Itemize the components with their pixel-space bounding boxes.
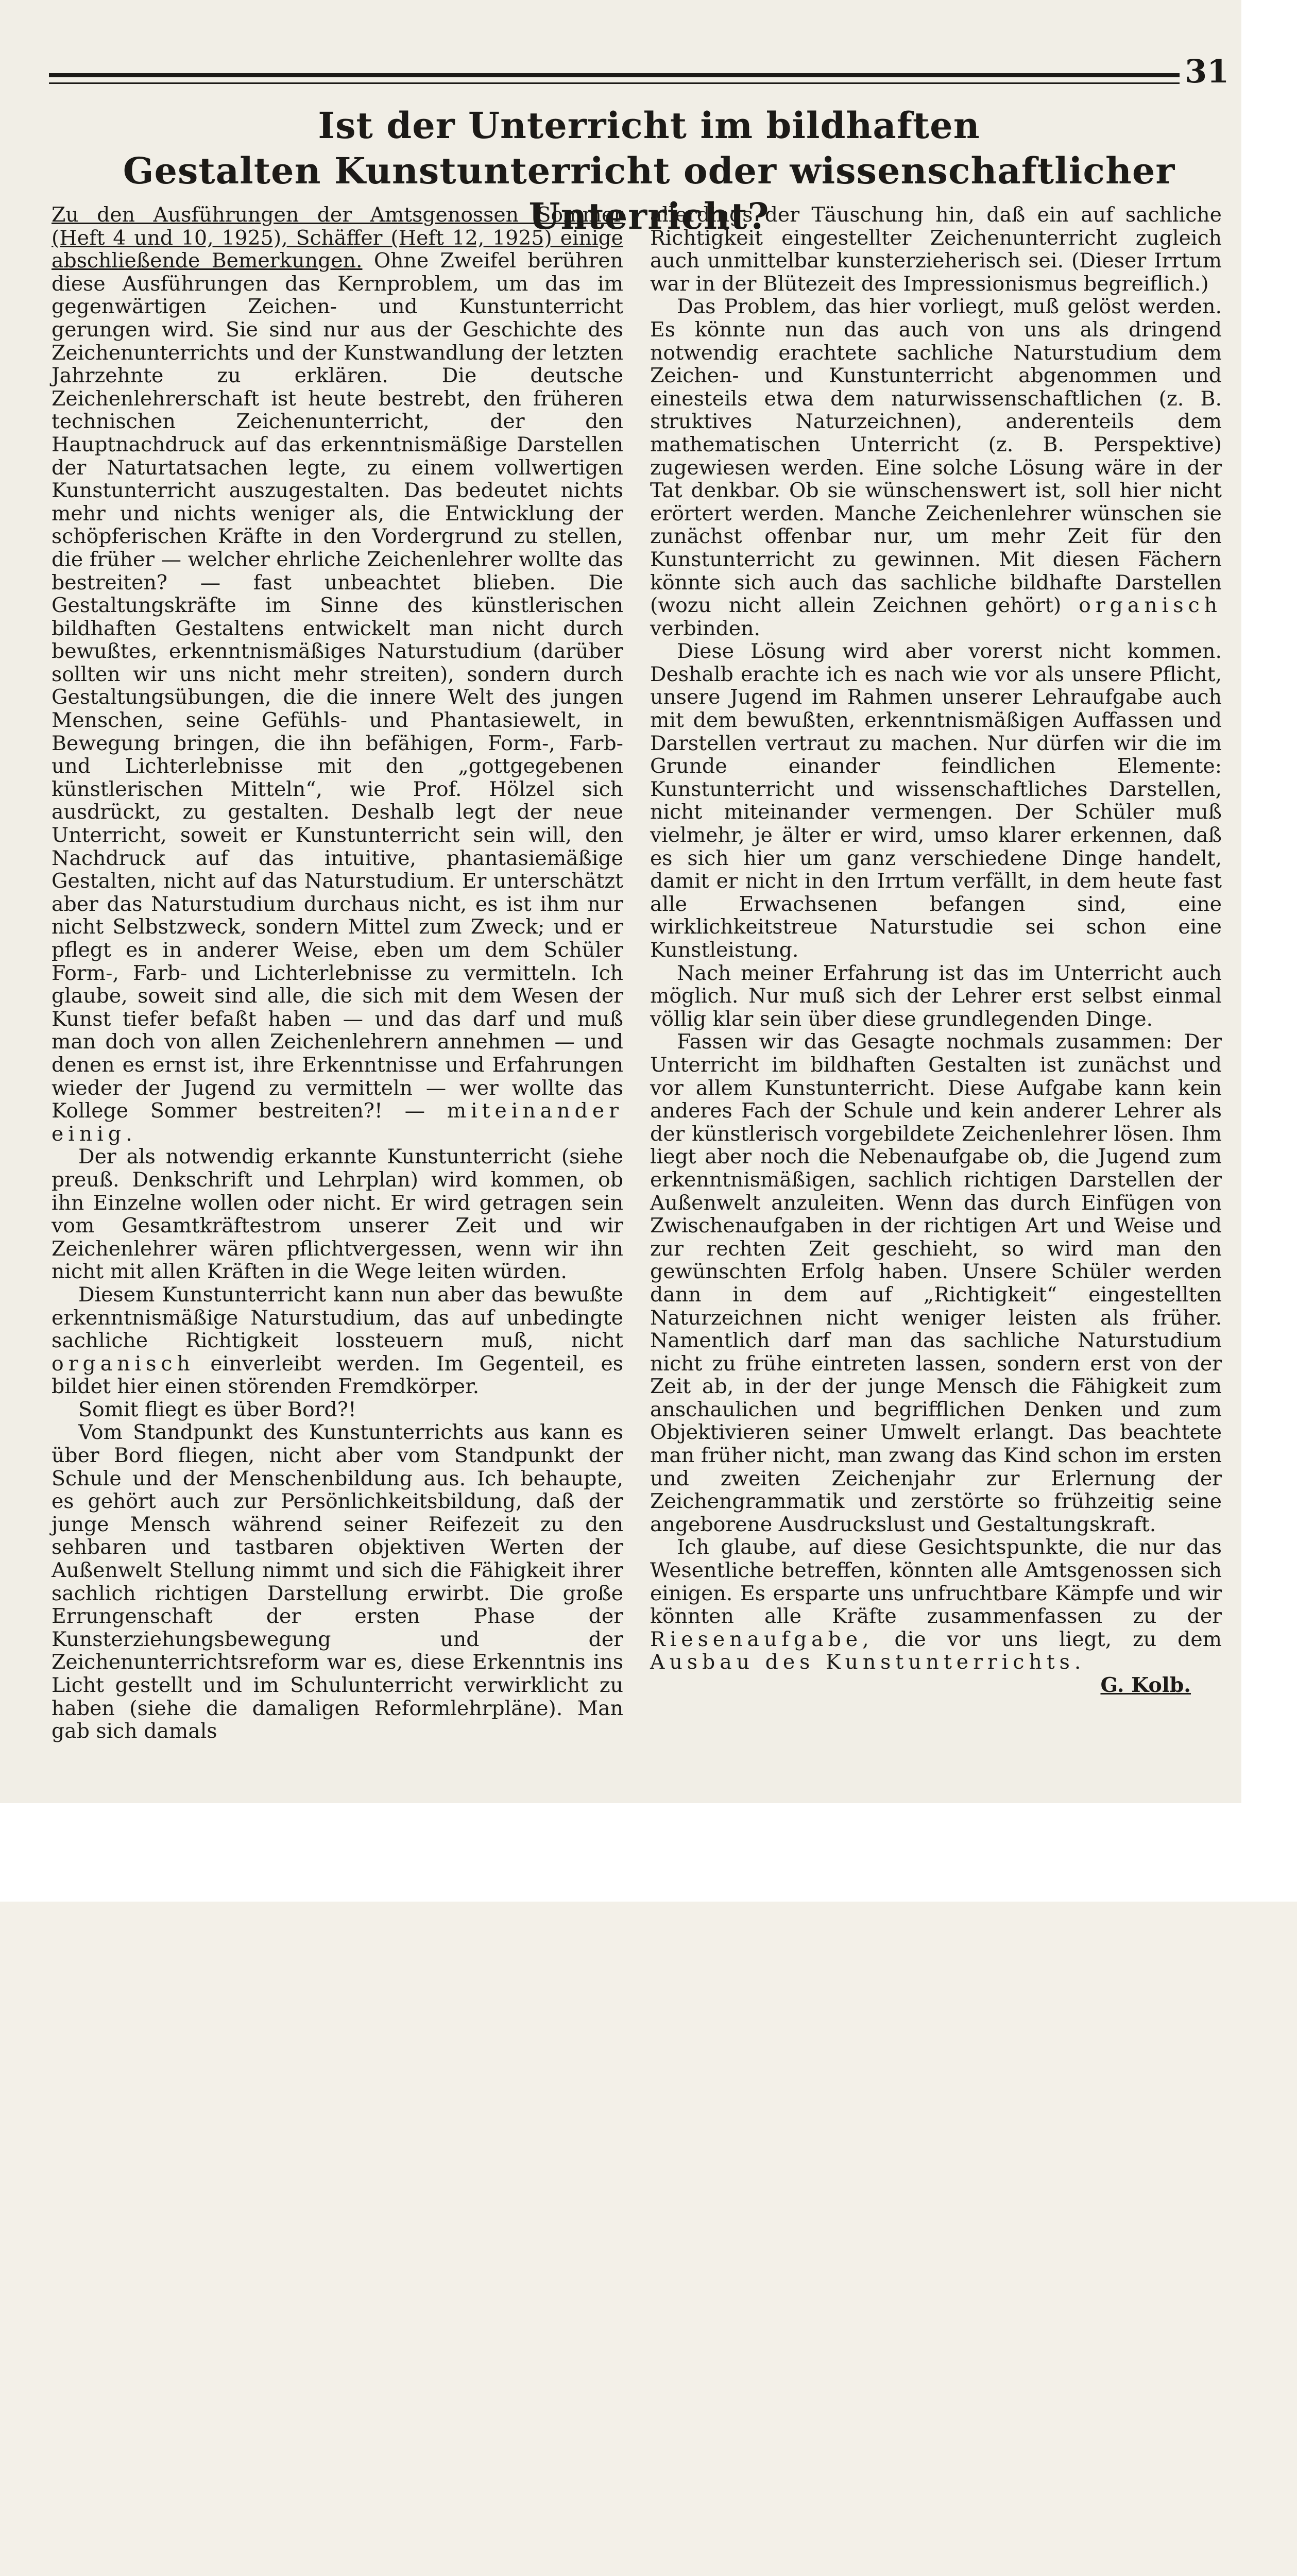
paragraph-text: verbinden. [650,616,760,640]
paragraph-text: einverleibt werden. Im Gegenteil, es bildet hier einen störenden Fremdkörper. [52,1351,623,1399]
paragraph: Diese Lösung wird aber vorerst nicht kommen. Deshalb erachte ich es nach wie vor als unsere Pflicht, unsere Jugend im Rahmen unserer Lehraufgabe auch mit dem bewußten, erkenntnismäßigen Auffassen und Darstellen vertraut zu machen. Nur dürfen wir die im Grunde einander feindlichen Elemente: Kunstunterricht und wissenschaftliches Darstellen, nicht miteinander vermengen. Der Schüler muß vielmehr, je älter er wird, umso klarer erkennen, daß es sich hier um ganz verschiedene Dinge handelt, damit er nicht in den Irrtum verfällt, in dem heute fast alle Erwachsenen befangen sind, eine wirklichkeitstreue Naturstudie sei schon eine Kunstleistung. [650,639,1222,962]
paragraph [52,1283,623,1398]
paragraph: Fassen wir das Gesagte nochmals zusammen: Der Unterricht im bildhaften Gestalten ist zunächst und vor allem Kunstunterricht. Diese Aufgabe kann kein anderes Fach der Schule und kein anderer Lehrer als der künstlerisch vorgebildete Zeichenlehrer lösen. Ihm liegt aber noch die Nebenaufgabe ob, die Jugend zum erkenntnismäßigen, sachlich richtigen Darstellen der Außenwelt anzuleiten. Wenn das durch Einfügen von Zwischenaufgaben in der richtigen Art und Weise und zur rechten Zeit geschieht, so wird man den gewünschten Erfolg haben. Unsere Schüler werden dann in dem auf „Richtigkeit“ eingestellten Naturzeichnen nicht weniger leisten als früher. Namentlich darf man das sachliche Naturstudium nicht zu frühe eintreten lassen, sondern erst von der Zeit ab, in der der junge Mensch die Fähigkeit zum anschaulichen und begrifflichen Denken und zum Objektivieren seiner Umwelt erlangt. Das beachtete man früher nicht, man zwang das Kind schon im ersten und zweiten Zeichenjahr zur Erlernung der Zeichengrammatik und zerstörte so frühzeitig seine angeborene Ausdruckslust und Gestaltungskraft. [650,1030,1222,1536]
emphasis-spaced: miteinander einig. [52,1099,623,1146]
paragraph [52,204,623,1145]
paragraph: allerdings der Täuschung hin, daß ein auf sachliche Richtigkeit eingestellter Zeichenunterricht zugleich auch unmittelbar kunsterzieherisch sei. (Dieser Irrtum war in der Blütezeit des Impressionismus begreiflich.) [650,203,1222,296]
paragraph-text: Das Problem, das hier vorliegt, muß gelöst werden. Es könnte nun das auch von uns als dringend notwendig erachtete sachliche Naturstudium dem Zeichen- und Kunstunterricht abgenommen und einesteils etwa dem naturwissenschaftlichen (z. B. struktives Naturzeichnen), anderenteils dem mathematischen Unterricht (z. B. Perspektive) zugewiesen werden. Eine solche Lösung wäre in der Tat denkbar. Ob sie wünschenswert ist, soll hier nicht erörtert werden. Manche Zeichenlehrer wünschen sie zunächst offenbar nur, um mehr Zeit für den Kunstunterricht zu gewinnen. Mit diesen Fächern könnte sich auch das sachliche bildhafte Darstellen (wozu nicht allein Zeichnen gehört) [650,295,1222,618]
paragraph: Nach meiner Erfahrung ist das im Unterricht auch möglich. Nur muß sich der Lehrer erst selbst einmal völlig klar sein über diese grundlegenden Dinge. [650,961,1222,1031]
header-rule [49,73,1180,77]
left-column [52,204,623,1743]
paragraph-text: Diesem Kunstunterricht kann nun aber das bewußte erkenntnismäßige Naturstudium, das auf unbedingte sachliche Richtigkeit lossteuern muß, nicht [52,1282,623,1353]
paragraph: Somit fliegt es über Bord?! [78,1397,356,1421]
right-column [650,204,1222,1697]
paragraph [650,1536,1222,1674]
paragraph-text: Ohne Zweifel berühren diese Ausführungen das Kernproblem, um das im gegenwärtigen Zeichen- und Kunstunterricht gerungen wird. Sie sind nur aus der Geschichte des Zeichenunterrichts und der Kunstwandlung der letzten Jahrzehnte zu erklären. Die deutsche Zeichenlehrerschaft ist heute bestrebt, den früheren technischen Zeichenunterricht, der den Hauptnachdruck auf das erkenntnismäßige Darstellen der Naturtatsachen legte, zu einem vollwertigen Kunstunterricht auszugestalten. Das bedeutet nichts mehr und nichts weniger als, die Entwicklung der schöpferischen Kräfte in den Vordergrund zu stellen, die früher — welcher ehrliche Zeichenlehrer wollte das bestreiten? — fast unbeachtet blieben. Die Gestaltungskräfte im Sinne des künstlerischen bildhaften Gestaltens entwickelt man nicht durch bewußtes, erkenntnismäßiges Naturstudium (darüber sollten wir uns nicht mehr streiten), sondern durch Gestaltungsübungen, die die innere Welt des jungen Menschen, seine Gefühls- und Phantasiewelt, in Bewegung bringen, die ihn befähigen, Form-, Farb- und Lichterlebnisse mit den „gottgegebenen künstlerischen Mitteln“, wie Prof. Hölzel sich ausdrückt, zu gestalten. Deshalb legt der neue Unterricht, soweit er Kunstunterricht sein will, den Nachdruck auf das intuitive, phantasiemäßige Gestalten, nicht auf das Naturstudium. Er unterschätzt aber das Naturstudium durchaus nicht, es ist ihm nur nicht Selbstzweck, sondern Mittel zum Zweck; und er pflegt es in anderer Weise, eben um dem Schüler Form-, Farb- und Lichterlebnisse zu vermitteln. Ich glaube, soweit sind alle, die sich mit dem Wesen der Kunst tiefer befaßt haben — und das darf und muß man doch von allen Zeichenlehrern annehmen — und denen es ernst ist, ihre Erkenntnisse und Erfahrungen wieder der Jugend zu vermitteln — wer wollte das Kollege Sommer bestreiten?! — [52,249,623,1123]
header-rule-thin [49,82,1180,84]
author-signature: G. Kolb. [1100,1673,1191,1697]
footer-bar [0,1803,1297,1902]
scan-margin [1241,0,1297,1803]
paragraph [650,295,1222,640]
emphasis-spaced: Ausbau des Kunstunterrichts. [650,1650,1086,1674]
title-line-1: Ist der Unterricht im bildhaften [318,104,980,147]
emphasis-spaced: organisch [52,1351,195,1376]
intro-reference: Zu den Ausführungen der Amtsgenossen Sommer (Heft 4 und 10, 1925), Schäffer (Heft 12, 1925) einige abschließende Bemerkungen. [52,203,623,273]
emphasis-spaced: organisch [1079,594,1222,618]
paragraph-text: die vor uns liegt, zu dem [873,1627,1222,1651]
paragraph: Vom Standpunkt des Kunstunterrichts aus kann es über Bord fliegen, nicht aber vom Standpunkt der Schule und der Menschenbildung aus. Ich behaupte, es gehört auch zur Persönlichkeitsbildung, daß der junge Mensch während seiner Reifezeit zu den sehbaren und tastbaren objektiven Werten der Außenwelt Stellung nimmt und sich die Fähigkeit ihrer sachlich richtigen Darstellung erwirbt. Die große Errungenschaft der ersten Phase der Kunsterziehungsbewegung und der Zeichenunterrichtsreform war es, diese Erkenntnis ins Licht gestellt und im Schulunterricht verwirklicht zu haben (siehe die damaligen Reformlehrpläne). Man gab sich damals [52,1420,623,1743]
page-number: 31 [1185,53,1230,90]
emphasis-spaced: Riesenaufgabe, [650,1627,874,1651]
paragraph: Der als notwendig erkannte Kunstunterricht (siehe preuß. Denkschrift und Lehrplan) wird kommen, ob ihn Einzelne wollen oder nicht. Er wird getragen sein vom Gesamtkräftestrom unserer Zeit und wir Zeichenlehrer wären pflichtvergessen, wenn wir ihn nicht mit allen Kräften in die Wege leiten würden. [52,1145,623,1284]
paragraph-text: Ich glaube, auf diese Gesichtspunkte, die nur das Wesentliche betreffen, könnten alle Amtsgenossen sich einigen. Es ersparte uns unfruchtbare Kämpfe und wir könnten alle Kräfte zusammenfassen zu der [650,1535,1222,1629]
title-line-2: Gestalten Kunstunterricht oder wissenschaftlicher Unterricht? [123,149,1175,238]
